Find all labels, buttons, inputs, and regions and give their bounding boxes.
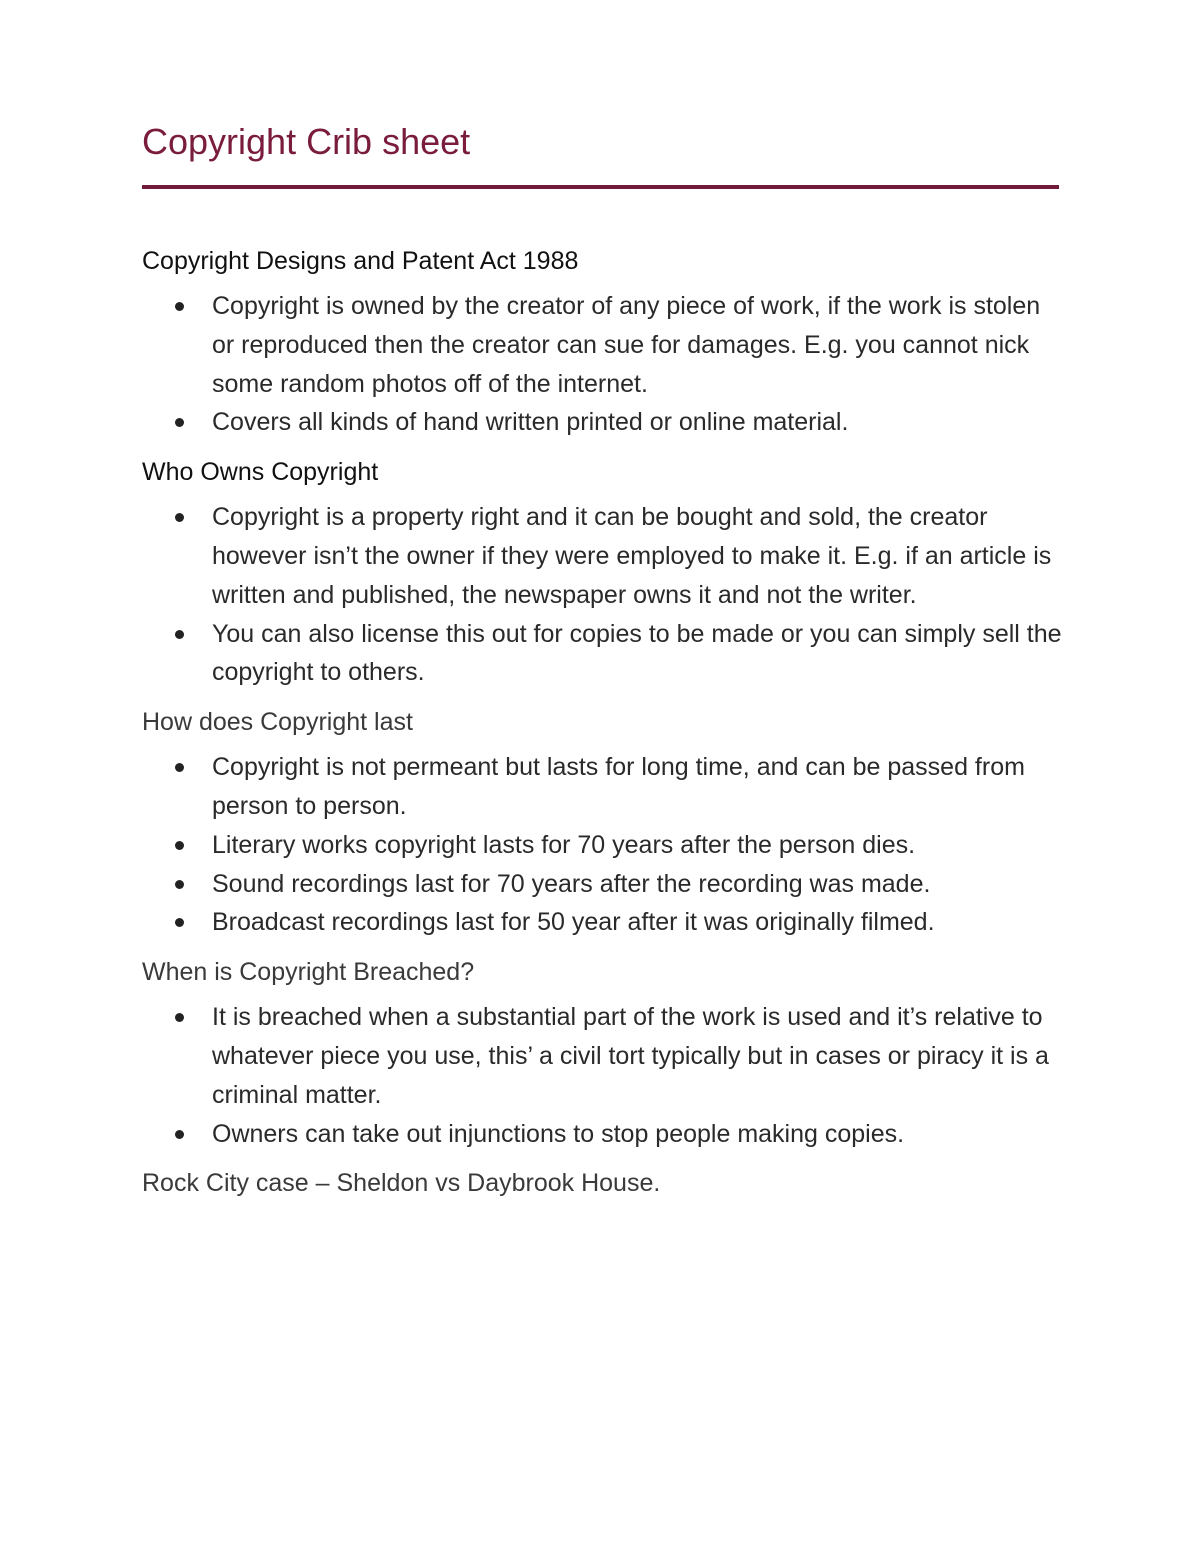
title-underline xyxy=(142,185,1059,189)
document-title: Copyright Crib sheet xyxy=(142,121,471,162)
list-item-text: Broadcast recordings last for 50 year after it was originally filmed. xyxy=(212,908,935,937)
list-item-text: Copyright is a property right and it can be bought and sold, the creator however isn’t the owner if they were employed to make it. E.g. if an article is written and published, the newspaper owns it and not the writer. xyxy=(212,503,1052,609)
document-body xyxy=(142,242,1062,1202)
list-item xyxy=(142,1115,1062,1154)
bullet-icon xyxy=(175,880,184,889)
list-item xyxy=(142,498,1062,614)
bullet-list-breach xyxy=(142,998,1062,1153)
section-heading-act: Copyright Designs and Patent Act 1988 xyxy=(142,247,579,275)
bullet-icon xyxy=(175,841,184,850)
list-item-text: You can also license this out for copies to be made or you can simply sell the copyright to others. xyxy=(212,619,1062,687)
list-item-text: Sound recordings last for 70 years after the recording was made. xyxy=(212,869,931,898)
section-heading-owners: Who Owns Copyright xyxy=(142,458,379,487)
bullet-icon xyxy=(175,1130,184,1139)
list-item-text: Literary works copyright lasts for 70 years after the person dies. xyxy=(212,830,916,859)
list-item xyxy=(142,826,1062,865)
list-item-text: Copyright is not permeant but lasts for long time, and can be passed from person to person. xyxy=(212,753,1025,820)
list-item-text: It is breached when a substantial part of the work is used and it’s relative to whatever piece you use, this’ a civil tort typically but in cases or piracy it is a criminal matter. xyxy=(212,1003,1049,1109)
list-item xyxy=(142,287,1062,403)
bullet-list-duration xyxy=(142,748,1062,942)
list-item xyxy=(142,748,1062,826)
list-item-text: Owners can take out injunctions to stop people making copies. xyxy=(212,1119,905,1148)
bullet-icon xyxy=(175,918,184,927)
bullet-icon xyxy=(175,1013,184,1022)
section-heading-duration: How does Copyright last xyxy=(142,708,413,737)
bullet-icon xyxy=(175,302,184,311)
list-item xyxy=(142,403,1062,442)
bullet-icon xyxy=(175,630,184,639)
list-item xyxy=(142,865,1062,904)
bullet-icon xyxy=(175,763,184,772)
case-reference: Rock City case – Sheldon vs Daybrook House. xyxy=(142,1169,661,1198)
section-heading-breach: When is Copyright Breached? xyxy=(142,958,475,987)
list-item xyxy=(142,615,1062,693)
bullet-icon xyxy=(175,418,184,427)
bullet-icon xyxy=(175,513,184,522)
list-item xyxy=(142,903,1062,942)
bullet-list-owners xyxy=(142,498,1062,692)
list-item xyxy=(142,998,1062,1114)
bullet-list-act xyxy=(142,287,1062,442)
list-item-text: Covers all kinds of hand written printed or online material. xyxy=(212,408,849,437)
list-item-text: Copyright is owned by the creator of any piece of work, if the work is stolen or reproduced then the creator can sue for damages. E.g. you cannot nick some random photos off of the internet. xyxy=(212,292,1041,398)
